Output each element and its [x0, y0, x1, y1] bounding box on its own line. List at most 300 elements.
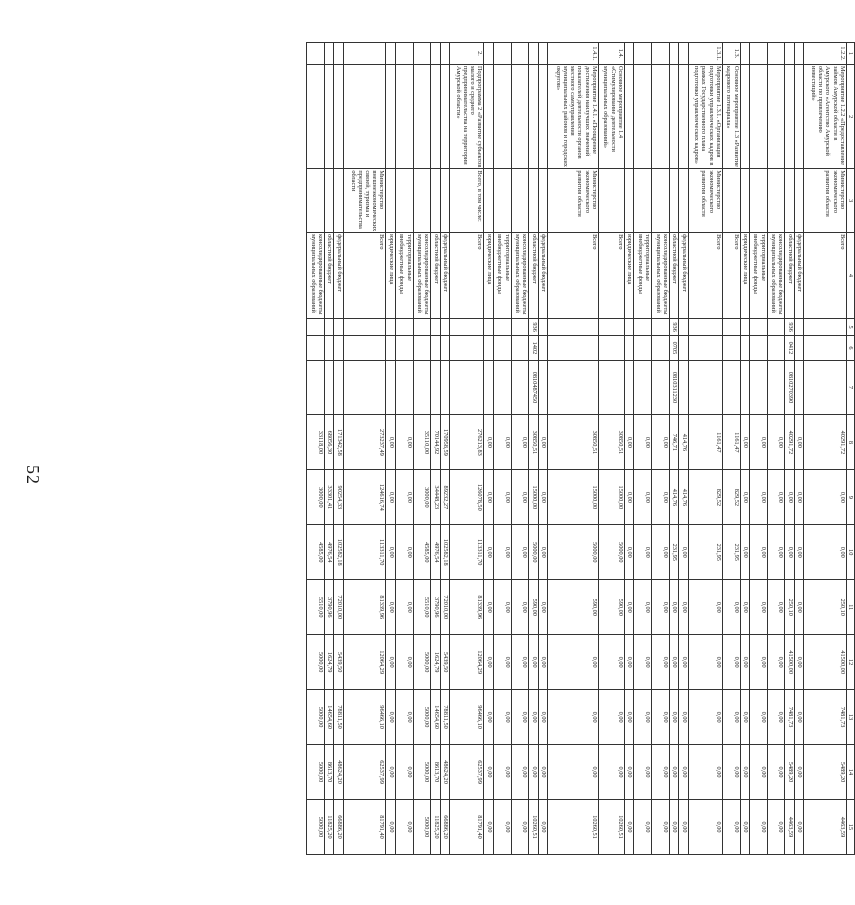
table-cell-col-8: 0,00	[767, 415, 785, 470]
table-cell-col-5	[767, 318, 785, 336]
table-cell-col-15: 0,00	[767, 800, 785, 855]
table-cell-col-12: 0,00	[624, 635, 633, 690]
table-cell-col-9: 0,00	[740, 470, 749, 525]
table-cell-col-3	[749, 169, 767, 233]
table-cell-col-13: 0,00	[493, 690, 511, 745]
table-cell-col-8: 33118,00	[307, 415, 325, 470]
table-cell-col-9: 0,00	[634, 470, 652, 525]
table-cell-col-13: 14654,60	[325, 690, 334, 745]
table-cell-col-9: 126078,50	[450, 470, 484, 525]
table-cell-col-4: Всего	[598, 233, 624, 319]
table-cell-col-10: 0,00	[386, 525, 395, 580]
table-cell-col-1: 2.	[450, 43, 484, 65]
table-cell-col-5: 936	[529, 318, 538, 336]
table-cell-col-11: 0,00	[395, 580, 413, 635]
table-cell-col-4: федеральный бюджет	[538, 233, 547, 319]
table-cell-col-5	[740, 318, 749, 336]
table-cell-col-1	[740, 43, 749, 65]
table-cell-col-4: юридические лица	[484, 233, 493, 319]
table-cell-col-14: 62537,99	[450, 745, 484, 800]
table-cell-col-6	[440, 336, 449, 360]
table-cell-col-3: Всего, в том числе:	[450, 169, 484, 233]
table-cell-col-2	[493, 64, 511, 168]
table-cell-col-11: 0,00	[722, 580, 740, 635]
table-cell-col-14: 0,00	[634, 745, 652, 800]
table-cell-col-5	[679, 318, 688, 336]
table-cell-col-6	[538, 336, 547, 360]
table-cell-col-2	[484, 64, 493, 168]
table-cell-col-2	[395, 64, 413, 168]
table-cell-col-12: 0,00	[484, 635, 493, 690]
table-cell-col-6: 1402	[529, 336, 538, 360]
table-cell-col-4: Всего	[343, 233, 386, 319]
table-cell-col-12: 0,00	[652, 635, 670, 690]
table-cell-col-8: 35110,00	[413, 415, 431, 470]
table-cell-col-12: 0,00	[794, 635, 803, 690]
table-cell-col-8: 40291,72	[785, 415, 794, 470]
table-cell-col-14: 0,00	[548, 745, 599, 800]
table-cell-col-9: 0,00	[804, 470, 847, 525]
table-cell-col-13: 0,00	[749, 690, 767, 745]
table-cell-col-1: 1.4.	[598, 43, 624, 65]
table-cell-col-6	[804, 336, 847, 360]
table-cell-col-5	[493, 318, 511, 336]
table-cell-col-2	[431, 64, 440, 168]
table-cell-col-1	[431, 43, 440, 65]
table-cell-col-10: 0,00	[484, 525, 493, 580]
table-cell-col-11: 72010,00	[334, 580, 343, 635]
table-cell-col-14: 5489,20	[785, 745, 794, 800]
table-cell-col-4: областной бюджет	[325, 233, 334, 319]
table-cell-col-2	[669, 64, 678, 168]
table-cell-col-11: 3790,96	[431, 580, 440, 635]
table-cell-col-15: 81791,40	[343, 800, 386, 855]
table-cell-col-6	[450, 336, 484, 360]
table-cell-col-13: 96466,10	[450, 690, 484, 745]
table-cell-col-9: 15000,00	[598, 470, 624, 525]
table-cell-col-11: 0,00	[634, 580, 652, 635]
table-cell-col-7	[722, 360, 740, 415]
table-cell-col-5	[440, 318, 449, 336]
table-cell-col-9: 89232,27	[440, 470, 449, 525]
table-header-row	[846, 43, 854, 855]
table-cell-col-5	[749, 318, 767, 336]
table-cell-col-12: 41500,00	[804, 635, 847, 690]
table-cell-col-14: 0,00	[624, 745, 633, 800]
table-cell-col-9: 124616,74	[343, 470, 386, 525]
table-cell-col-4: Всего	[804, 233, 847, 319]
table-cell-col-11: 0,00	[538, 580, 547, 635]
table-row	[307, 43, 325, 855]
table-cell-col-11: 0,00	[386, 580, 395, 635]
table-cell-col-6	[679, 336, 688, 360]
table-cell-col-15: 0,00	[688, 800, 722, 855]
table-cell-col-15: 5000,00	[307, 800, 325, 855]
table-cell-col-9: 0,00	[785, 470, 794, 525]
table-cell-col-2: Мероприятие 1.2.2 «Предоставление займов Амурской области в Амурского «Агентство Амурской области по привлечению инвестиций»	[804, 64, 847, 168]
table-cell-col-13: 14654,60	[431, 690, 440, 745]
table-cell-col-6: 0705	[669, 336, 678, 360]
table-cell-col-9: 3000,00	[413, 470, 431, 525]
column-header: 7	[846, 360, 854, 415]
table-cell-col-1	[325, 43, 334, 65]
table-cell-col-12: 0,00	[740, 635, 749, 690]
table-cell-col-4: консолидированные бюджеты муниципальных образований	[511, 233, 529, 319]
column-header: 13	[846, 690, 854, 745]
table-cell-col-7	[548, 360, 599, 415]
table-cell-col-4: Всего	[548, 233, 599, 319]
table-cell-col-13: 0,00	[386, 690, 395, 745]
table-cell-col-1: 1.3.	[722, 43, 740, 65]
table-cell-col-11: 250,10	[785, 580, 794, 635]
table-cell-col-12: 0,00	[634, 635, 652, 690]
table-cell-col-10: 0,00	[395, 525, 413, 580]
table-cell-col-7	[740, 360, 749, 415]
table-cell-col-4: территориальные внебюджетные фонды	[634, 233, 652, 319]
table-cell-col-1	[529, 43, 538, 65]
table-cell-col-2	[634, 64, 652, 168]
table-cell-col-13: 0,00	[688, 690, 722, 745]
table-cell-col-3: Министерство экономического развития области	[548, 169, 599, 233]
table-cell-col-14: 8613,70	[325, 745, 334, 800]
table-cell-col-1	[794, 43, 803, 65]
table-cell-col-4: юридические лица	[740, 233, 749, 319]
table-cell-col-13: 0,00	[529, 690, 538, 745]
table-cell-col-9: 0,00	[386, 470, 395, 525]
table-cell-col-8: 171342,58	[334, 415, 343, 470]
table-cell-col-2: Мероприятие 1.3.1. «Организация подготовки управленческих кадров в рамках Государственного плана подготовки управленческих кадров»	[688, 64, 722, 168]
table-cell-col-10: 0,00	[538, 525, 547, 580]
table-cell-col-15: 0,00	[493, 800, 511, 855]
table-cell-col-12: 0,00	[749, 635, 767, 690]
table-cell-col-2	[343, 64, 386, 168]
table-cell-col-12: 0,00	[598, 635, 624, 690]
column-header: 1	[846, 43, 854, 65]
table-cell-col-6	[767, 336, 785, 360]
table-cell-col-11: 81339,96	[450, 580, 484, 635]
table-cell-col-11: 0,00	[624, 580, 633, 635]
table-row	[794, 43, 803, 855]
table-cell-col-2	[740, 64, 749, 168]
table-cell-col-5	[634, 318, 652, 336]
table-row	[334, 43, 343, 855]
table-cell-col-8: 0,00	[634, 415, 652, 470]
table-cell-col-15: 0,00	[634, 800, 652, 855]
table-cell-col-4: Всего	[722, 233, 740, 319]
table-cell-col-13: 0,00	[484, 690, 493, 745]
table-cell-col-3	[334, 169, 343, 233]
table-cell-col-7	[440, 360, 449, 415]
table-cell-col-6	[511, 336, 529, 360]
table-cell-col-10: 4976,54	[325, 525, 334, 580]
table-cell-col-7	[598, 360, 624, 415]
table-cell-col-9: 0,00	[652, 470, 670, 525]
table-cell-col-9: 0,00	[767, 470, 785, 525]
table-cell-col-12: 0,00	[511, 635, 529, 690]
table-cell-col-11: 81339,96	[343, 580, 386, 635]
table-cell-col-2	[413, 64, 431, 168]
table-cell-col-4: Всего	[450, 233, 484, 319]
table-cell-col-1: 1.3.1.	[688, 43, 722, 65]
table-cell-col-14: 0,00	[652, 745, 670, 800]
table-cell-col-4: федеральный бюджет	[440, 233, 449, 319]
table-cell-col-8: 0,00	[493, 415, 511, 470]
table-row	[679, 43, 688, 855]
column-header: 2	[846, 64, 854, 168]
table-cell-col-1	[624, 43, 633, 65]
table-cell-col-8: 0,00	[386, 415, 395, 470]
table-cell-col-2	[624, 64, 633, 168]
table-cell-col-14: 0,00	[669, 745, 678, 800]
table-cell-col-5	[804, 318, 847, 336]
table-cell-col-1	[767, 43, 785, 65]
table-cell-col-10: 0,00	[493, 525, 511, 580]
table-cell-col-1	[511, 43, 529, 65]
table-cell-col-15: 0,00	[484, 800, 493, 855]
table-cell-col-5	[548, 318, 599, 336]
table-cell-col-4: федеральный бюджет	[334, 233, 343, 319]
table-cell-col-3	[767, 169, 785, 233]
table-cell-col-3	[679, 169, 688, 233]
table-cell-col-14: 48624,20	[334, 745, 343, 800]
table-cell-col-3	[669, 169, 678, 233]
table-cell-col-9: 90254,33	[334, 470, 343, 525]
table-row	[804, 43, 847, 855]
table-cell-col-12: 1624,79	[431, 635, 440, 690]
column-header: 15	[846, 800, 854, 855]
table-cell-col-9: 15000,00	[529, 470, 538, 525]
table-cell-col-5	[307, 318, 325, 336]
table-row	[749, 43, 767, 855]
table-cell-col-15: 0,00	[395, 800, 413, 855]
table-cell-col-11: 590,00	[598, 580, 624, 635]
table-cell-col-3	[413, 169, 431, 233]
table-cell-col-13: 5000,00	[413, 690, 431, 745]
table-cell-col-14: 0,00	[493, 745, 511, 800]
table-cell-col-11: 0,00	[794, 580, 803, 635]
table-cell-col-8: 0,00	[624, 415, 633, 470]
table-row	[484, 43, 493, 855]
table-cell-col-14: 62537,99	[343, 745, 386, 800]
table-cell-col-11: 590,00	[529, 580, 538, 635]
table-cell-col-5	[343, 318, 386, 336]
table-cell-col-11: 5510,00	[413, 580, 431, 635]
table-cell-col-14: 0,00	[688, 745, 722, 800]
table-cell-col-8: 170958,59	[440, 415, 449, 470]
table-cell-col-10: 0,00	[634, 525, 652, 580]
table-cell-col-15: 0,00	[679, 800, 688, 855]
table-cell-col-11: 5510,00	[307, 580, 325, 635]
table-cell-col-10: 113311,70	[450, 525, 484, 580]
table-cell-col-8: 0,00	[794, 415, 803, 470]
table-cell-col-13: 0,00	[624, 690, 633, 745]
table-cell-col-13: 0,00	[395, 690, 413, 745]
table-cell-col-6	[343, 336, 386, 360]
table-cell-col-2	[334, 64, 343, 168]
table-row	[538, 43, 547, 855]
table-cell-col-1	[307, 43, 325, 65]
table-cell-col-13: 78811,50	[440, 690, 449, 745]
table-cell-col-11: 0,00	[688, 580, 722, 635]
table-cell-col-5: 936	[669, 318, 678, 336]
table-cell-col-12: 0,00	[493, 635, 511, 690]
table-cell-col-8: 1161,47	[688, 415, 722, 470]
table-cell-col-3	[529, 169, 538, 233]
table-cell-col-10: 0,00	[624, 525, 633, 580]
table-cell-col-13: 5000,00	[307, 690, 325, 745]
table-cell-col-1	[634, 43, 652, 65]
table-cell-col-13: 7481,73	[785, 690, 794, 745]
page-number: 52	[23, 465, 43, 485]
table-cell-col-5	[688, 318, 722, 336]
table-cell-col-15: 0,00	[624, 800, 633, 855]
table-cell-col-13: 0,00	[794, 690, 803, 745]
table-cell-col-5	[431, 318, 440, 336]
table-cell-col-7	[804, 360, 847, 415]
table-cell-col-1	[334, 43, 343, 65]
table-cell-col-3	[722, 169, 740, 233]
table-row	[634, 43, 652, 855]
table-cell-col-7	[450, 360, 484, 415]
table-cell-col-14: 5000,00	[307, 745, 325, 800]
table-cell-col-13: 0,00	[598, 690, 624, 745]
table-cell-col-5	[538, 318, 547, 336]
table-row	[343, 43, 386, 855]
table-cell-col-7	[493, 360, 511, 415]
table-cell-col-7	[767, 360, 785, 415]
table-cell-col-4: федеральный бюджет	[679, 233, 688, 319]
table-cell-col-8: 30850,51	[548, 415, 599, 470]
table-cell-col-2	[785, 64, 794, 168]
table-cell-col-11: 0,00	[767, 580, 785, 635]
table-cell-col-7: 0810270390	[785, 360, 794, 415]
table-cell-col-3	[440, 169, 449, 233]
table-cell-col-6	[484, 336, 493, 360]
table-row	[413, 43, 431, 855]
table-cell-col-9: 0,00	[484, 470, 493, 525]
table-cell-col-12: 0,00	[767, 635, 785, 690]
table-cell-col-9: 3000,00	[307, 470, 325, 525]
table-cell-col-2	[529, 64, 538, 168]
table-cell-col-12: 0,00	[395, 635, 413, 690]
table-cell-col-10: 0,00	[652, 525, 670, 580]
table-cell-col-15: 81791,40	[450, 800, 484, 855]
table-cell-col-5	[334, 318, 343, 336]
table-cell-col-9: 0,00	[794, 470, 803, 525]
table-cell-col-5	[598, 318, 624, 336]
table-cell-col-1	[679, 43, 688, 65]
table-cell-col-15: 10260,51	[529, 800, 538, 855]
table-cell-col-6	[307, 336, 325, 360]
table-cell-col-11: 0,00	[679, 580, 688, 635]
table-cell-col-3	[325, 169, 334, 233]
table-cell-col-2	[652, 64, 670, 168]
table-cell-col-6	[722, 336, 740, 360]
table-cell-col-7	[307, 360, 325, 415]
table-cell-col-12: 1624,79	[325, 635, 334, 690]
table-cell-col-2	[386, 64, 395, 168]
table-cell-col-1	[484, 43, 493, 65]
column-header: 14	[846, 745, 854, 800]
table-cell-col-10: 0,00	[679, 525, 688, 580]
table-cell-col-2: Основное мероприятие 1.3 «Развитие кадрового потенциала»	[722, 64, 740, 168]
table-cell-col-12: 0,00	[386, 635, 395, 690]
table-cell-col-12: 0,00	[529, 635, 538, 690]
table-row	[529, 43, 538, 855]
table-cell-col-14: 0,00	[386, 745, 395, 800]
table-cell-col-7	[624, 360, 633, 415]
table-cell-col-8: 0,00	[740, 415, 749, 470]
table-cell-col-10: 102582,18	[440, 525, 449, 580]
table-cell-col-15: 66886,20	[334, 800, 343, 855]
table-cell-col-12: 0,00	[688, 635, 722, 690]
table-cell-col-8: 0,00	[511, 415, 529, 470]
table-cell-col-3: Министерство внешнеэкономических связей, туризма и предпринимательства области	[343, 169, 386, 233]
table-row	[722, 43, 740, 855]
table-cell-col-2	[440, 64, 449, 168]
table-cell-col-14: 0,00	[740, 745, 749, 800]
table-cell-col-5	[386, 318, 395, 336]
table-cell-col-6	[493, 336, 511, 360]
table-cell-col-14: 0,00	[511, 745, 529, 800]
table-cell-col-1	[749, 43, 767, 65]
table-cell-col-9: 33301,41	[325, 470, 334, 525]
table-row	[548, 43, 599, 855]
table-cell-col-10: 5000,00	[529, 525, 538, 580]
table-row	[624, 43, 633, 855]
table-cell-col-5: 936	[785, 318, 794, 336]
table-cell-col-12: 0,00	[722, 635, 740, 690]
table-cell-col-6	[431, 336, 440, 360]
table-cell-col-13: 0,00	[767, 690, 785, 745]
table-cell-col-14: 5489,20	[804, 745, 847, 800]
table-cell-col-7	[334, 360, 343, 415]
table-cell-col-4: областной бюджет	[529, 233, 538, 319]
table-cell-col-4: территориальные внебюджетные фонды	[493, 233, 511, 319]
table-cell-col-3	[598, 169, 624, 233]
table-cell-col-15: 4463,59	[804, 800, 847, 855]
table-cell-col-8: 276213,83	[450, 415, 484, 470]
table-cell-col-6	[386, 336, 395, 360]
table-cell-col-15: 0,00	[386, 800, 395, 855]
table-row	[598, 43, 624, 855]
table-cell-col-9: 414,76	[669, 470, 678, 525]
table-cell-col-12: 0,00	[669, 635, 678, 690]
table-cell-col-6	[395, 336, 413, 360]
table-cell-col-2: Подпрограмма 2 «Развитие субъектов малого и среднего предпринимательства на территории Амурской области»	[450, 64, 484, 168]
table-cell-col-14: 8613,70	[431, 745, 440, 800]
table-cell-col-3	[794, 169, 803, 233]
budget-table	[306, 42, 855, 855]
table-cell-col-8: 40291,72	[804, 415, 847, 470]
table-cell-col-6	[334, 336, 343, 360]
table-row	[511, 43, 529, 855]
table-cell-col-2	[794, 64, 803, 168]
table-cell-col-11: 590,00	[548, 580, 599, 635]
table-cell-col-3	[431, 169, 440, 233]
table-cell-col-11: 0,00	[484, 580, 493, 635]
table-cell-col-1	[652, 43, 670, 65]
table-cell-col-14: 0,00	[722, 745, 740, 800]
table-cell-col-15: 0,00	[511, 800, 529, 855]
table-cell-col-8: 0,00	[538, 415, 547, 470]
column-header: 4	[846, 233, 854, 319]
table-cell-col-8: 68056,30	[325, 415, 334, 470]
table-cell-col-14: 0,00	[767, 745, 785, 800]
table-cell-col-2	[767, 64, 785, 168]
table-cell-col-13: 7481,73	[804, 690, 847, 745]
table-cell-col-10: 4976,54	[431, 525, 440, 580]
